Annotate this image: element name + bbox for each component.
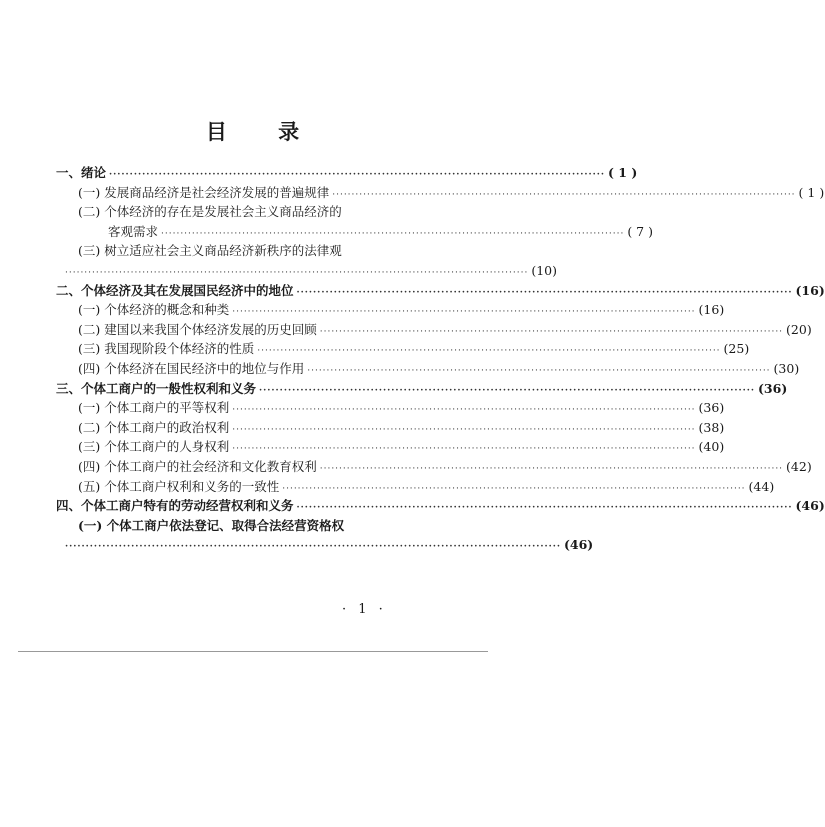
toc-page-number: (25) [723, 341, 750, 357]
toc-entry-label: 三、个体工商户的一般性权利和义务 [56, 380, 257, 396]
page-number: · 1 · [342, 602, 387, 617]
dot-leader: ························································································································ [65, 268, 529, 278]
page-edge-rule [18, 651, 488, 652]
dot-leader: ························································································································ [319, 326, 784, 337]
toc-entry-label: 二、个体经济及其在发展国民经济中的地位 [56, 282, 294, 298]
toc-entry-label: (二) 个体经济的存在是发展社会主义商品经济的 [78, 204, 342, 220]
toc-chapter-entry[interactable] [56, 164, 638, 182]
dot-leader: ························································································································ [232, 424, 696, 435]
toc-page-number: (10) [531, 263, 557, 278]
toc-entry-label: (三) 个体工商户的人身权利 [78, 439, 230, 455]
dot-leader: ························································································································ [259, 385, 756, 396]
toc-page-number: (46) [795, 498, 825, 514]
toc-section-entry[interactable] [78, 478, 775, 496]
toc-entry-label: (二) 个体工商户的政治权利 [78, 419, 230, 435]
dot-leader: ························································································································ [319, 464, 784, 474]
toc-entry-label: (一) 发展商品经济是社会经济发展的普遍规律 [78, 184, 330, 200]
dot-leader: ························································································································ [296, 287, 793, 298]
dot-leader: ························································································································ [257, 346, 721, 357]
toc-page-number: (20) [786, 321, 812, 337]
toc-section-entry[interactable] [78, 419, 725, 437]
dot-leader: ························································································································ [232, 307, 696, 318]
toc-section-entry[interactable] [78, 438, 725, 456]
toc-page-number: (42) [786, 459, 812, 474]
toc-section-entry[interactable] [78, 458, 812, 476]
toc-section-entry[interactable] [78, 184, 825, 202]
toc-entry-label: (三) 我国现阶段个体经济的性质 [78, 341, 255, 357]
toc-chapter-entry[interactable] [56, 497, 825, 515]
toc-entry[interactable] [62, 536, 594, 554]
toc-section-entry[interactable] [78, 399, 725, 417]
toc-entry-label: (三) 树立适应社会主义商品经济新秩序的法律观 [78, 243, 342, 259]
toc-section-entry[interactable] [78, 321, 812, 339]
toc-page-number: (36) [758, 380, 788, 396]
dot-leader: ························································································································ [65, 542, 561, 553]
toc-entry-label: (四) 个体工商户的社会经济和文化教育权利 [78, 459, 317, 474]
toc-page-number: (40) [698, 439, 725, 455]
dot-leader: ························································································································ [109, 170, 606, 180]
toc-page-number: (38) [698, 419, 725, 435]
toc-page-number: ( 7 ) [627, 223, 653, 239]
toc-entry-label: 四、个体工商户特有的劳动经营权利和义务 [56, 498, 294, 514]
toc-entry-label: (五) 个体工商户权利和义务的一致性 [78, 478, 280, 494]
toc-entry[interactable] [108, 223, 653, 241]
toc-entry-label: (一) 个体工商户依法登记、取得合法经营资格权 [78, 517, 345, 533]
toc-chapter-entry[interactable] [56, 380, 788, 398]
toc-entry-label: (四) 个体经济在国民经济中的地位与作用 [78, 361, 305, 376]
dot-leader: ························································································································ [307, 366, 771, 376]
toc-entry-label: (一) 个体工商户的平等权利 [78, 400, 230, 416]
toc-page-number: (16) [698, 302, 725, 318]
page-title: 目 录 [205, 119, 322, 144]
toc-chapter-entry[interactable] [56, 282, 825, 300]
toc-entry-label: 一、绪论 [56, 165, 107, 180]
dot-leader: ························································································································ [232, 405, 696, 416]
toc-page-number: ( 1 ) [798, 184, 825, 200]
dot-leader: ························································································································ [232, 444, 696, 455]
toc-page-number: (16) [795, 282, 825, 298]
toc-page-number: (46) [564, 537, 594, 553]
toc-entry-label: (一) 个体经济的概念和种类 [78, 302, 230, 318]
toc-entry-label: (二) 建国以来我国个体经济发展的历史回顾 [78, 321, 317, 337]
toc-section-entry[interactable] [78, 360, 800, 378]
toc-entry-continuation: 客观需求 [108, 223, 159, 239]
toc-section-entry[interactable] [78, 301, 725, 319]
dot-leader: ························································································································ [296, 503, 793, 514]
toc-page-number: (44) [748, 478, 775, 494]
toc-entry[interactable] [62, 262, 557, 280]
toc-page-number: (36) [698, 400, 725, 416]
toc-section-entry[interactable] [78, 340, 750, 358]
dot-leader: ························································································································ [282, 483, 746, 494]
dot-leader: ························································································································ [161, 228, 625, 239]
toc-page-number: (30) [773, 361, 800, 376]
dot-leader: ························································································································ [332, 189, 796, 200]
toc-page-number: ( 1 ) [608, 165, 638, 180]
